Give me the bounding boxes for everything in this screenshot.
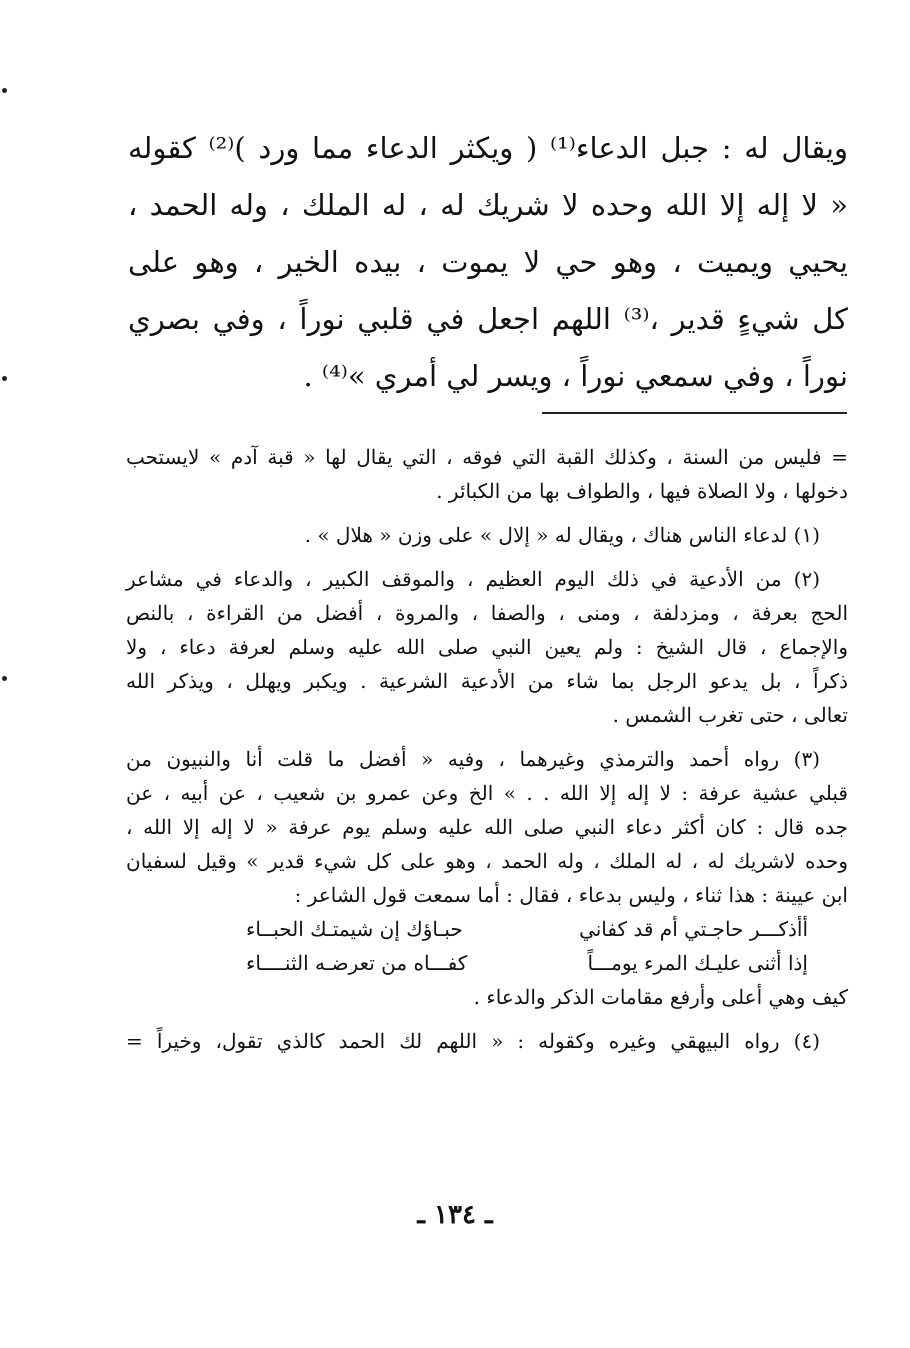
footnote-2 <box>126 562 848 732</box>
footnote-continuation <box>126 440 848 508</box>
page-number: ـ ١٣٤ ـ <box>417 1200 493 1230</box>
scan-mark <box>2 88 7 93</box>
footnote-line: الحج بعرفة ، ومزدلفة ، ومنى ، والصفا ، والمروة ، أفضل من القراءة ، بالنص <box>126 601 848 625</box>
scan-mark <box>2 376 7 381</box>
verse-second-hemistich: حبـاؤك إن شيمتـك الحبــاء <box>246 917 463 941</box>
main-text-line: ويقال له : جبل الدعاء⁽¹⁾ ( ويكثر الدعاء مما ورد )⁽²⁾ كقوله <box>128 131 848 165</box>
footnote-line: دخولها ، ولا الصلاة فيها ، والطواف بها من الكبائر . <box>436 479 848 503</box>
footnote-line: = فليس من السنة ، وكذلك القبة التي فوقه ، التي يقال لها « قبة آدم » لايستحب <box>126 445 848 469</box>
footnote-line: وحده لاشريك له ، له الملك ، وله الحمد ، وهو على كل شيء قدير » وقيل لسفيان <box>126 849 849 873</box>
verse-first-hemistich: أأذكـــر حاجـتي أم قد كفاني <box>579 917 808 941</box>
footnote-line: ابن عيينة : هذا ثناء ، وليس بدعاء ، فقال : أما سمعت قول الشاعر : <box>294 883 848 907</box>
poem-verse <box>126 946 848 980</box>
footnote-line: (٢) من الأدعية في ذلك اليوم العظيم ، والموقف الكبير ، والدعاء في مشاعر <box>126 567 820 591</box>
footnote-1 <box>126 518 848 552</box>
footnote-line: تعالى ، حتى تغرب الشمس . <box>612 703 848 727</box>
verse-second-hemistich: كفـــاه من تعرضـه الثنــــاء <box>246 951 468 975</box>
footnote-4 <box>126 1024 848 1058</box>
main-text <box>128 120 848 405</box>
poem-verse <box>126 912 848 946</box>
footnote-divider <box>542 412 847 414</box>
footnote-line: قبلي عشية عرفة : لا إله إلا الله . . » الخ وعن عمرو بن شعيب ، عن أبيه ، عن <box>126 781 848 805</box>
scan-mark <box>2 676 7 681</box>
footnote-line: (١) لدعاء الناس هناك ، ويقال له « إلال » على وزن « هلال » . <box>304 523 820 547</box>
verse-first-hemistich: إذا أثنى عليـك المرء يومـــاً <box>587 951 808 975</box>
footnote-line: ذكراً ، بل يدعو الرجل بما شاء من الأدعية الشرعية . ويكبر ويهلل ، ويذكر الله <box>126 669 848 693</box>
footnote-line: كيف وهي أعلى وأرفع مقامات الذكر والدعاء . <box>473 985 848 1009</box>
footnote-line: جده قال : كان أكثر دعاء النبي صلى الله عليه وسلم يوم عرفة « لا إله إلا الله ، <box>126 815 848 839</box>
main-text-line: « لا إله إلا الله وحده لا شريك له ، له الملك ، وله الحمد ، <box>128 188 848 222</box>
main-text-line: نوراً ، وفي سمعي نوراً ، ويسر لي أمري »⁽⁴⁾ . <box>303 359 848 393</box>
footnote-line: (٤) رواه البيهقي وغيره وكقوله : « اللهم لك الحمد كالذي تقول، وخيراً = <box>126 1029 820 1053</box>
main-text-line: كل شيءٍ قدير ،⁽³⁾ اللهم اجعل في قلبي نوراً ، وفي بصري <box>128 302 848 336</box>
footnote-line: والإجماع ، قال الشيخ : ولم يعين النبي صلى الله عليه وسلم لعرفة دعاء ، ولا <box>126 635 848 659</box>
footnote-line: (٣) رواه أحمد والترمذي وغيرهما ، وفيه « أفضل ما قلت أنا والنبيون من <box>126 747 820 771</box>
footnote-3 <box>126 742 848 1014</box>
footnotes <box>126 440 848 1068</box>
main-text-line: يحيي ويميت ، وهو حي لا يموت ، بيده الخير ، وهو على <box>128 245 848 279</box>
